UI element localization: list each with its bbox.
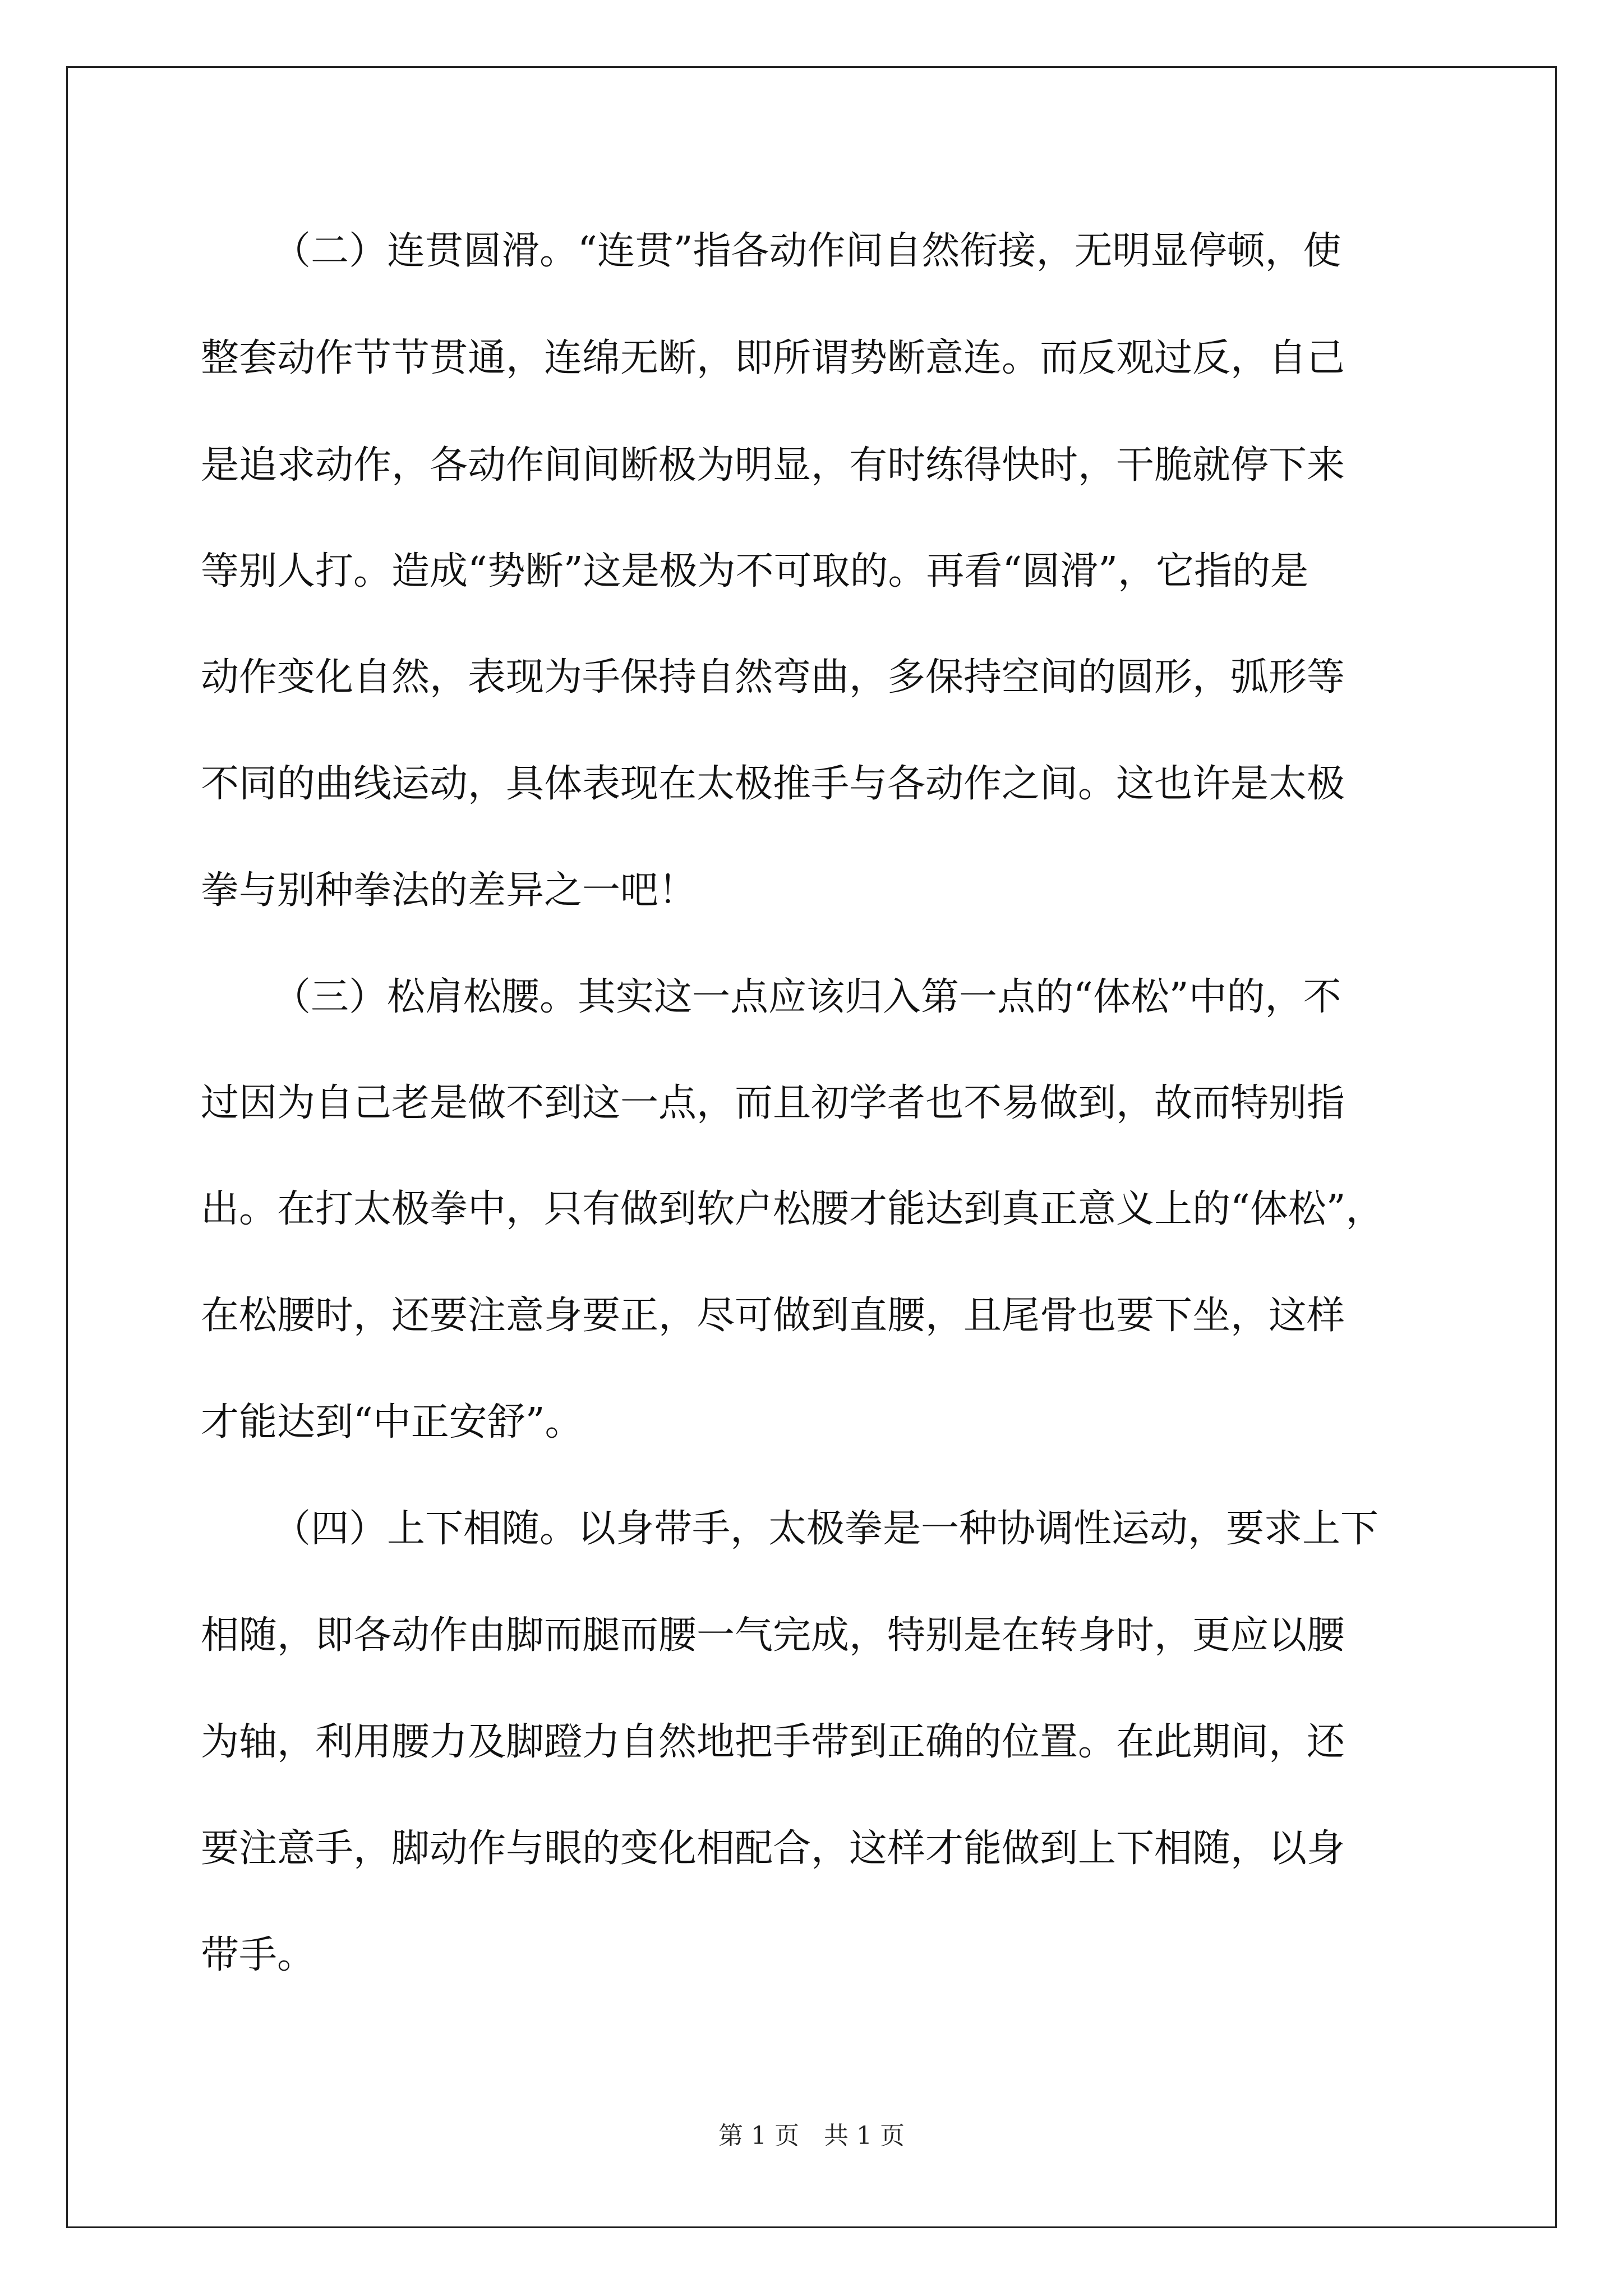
- paragraph-2-line-7: 拳与别种拳法的差异之一吧！: [201, 868, 697, 913]
- paragraph-2-line-6: 不同的曲线运动，具体表现在太极推手与各动作之间。这也许是太极: [201, 762, 1345, 806]
- paragraph-2-line-3: 是追求动作，各动作间间断极为明显，有时练得快时，干脆就停下来: [201, 443, 1345, 487]
- paragraph-3-line-3: 出。在打太极拳中，只有做到软户松腰才能达到真正意义上的“体松”，: [201, 1187, 1384, 1231]
- paragraph-3-line-2: 过因为自己老是做不到这一点，而且初学者也不易做到，故而特别指: [201, 1081, 1345, 1125]
- paragraph-4-line-2: 相随，即各动作由脚而腿而腰一气完成，特别是在转身时，更应以腰: [201, 1613, 1345, 1658]
- paragraph-3-line-5: 才能达到“中正安舒”。: [201, 1400, 583, 1444]
- paragraph-4-line-1: （四）上下相随。以身带手，太极拳是一种协调性运动，要求上下: [273, 1507, 1379, 1551]
- paragraph-2-line-2: 整套动作节节贯通，连绵无断，即所谓势断意连。而反观过反，自己: [201, 336, 1345, 380]
- page-number-footer: 第 1 页 共 1 页: [718, 2122, 905, 2150]
- paragraph-4-line-3: 为轴，利用腰力及脚蹬力自然地把手带到正确的位置。在此期间，还: [201, 1720, 1345, 1764]
- paragraph-2-line-1: （二）连贯圆滑。“连贯”指各动作间自然衔接，无明显停顿，使: [273, 229, 1341, 273]
- paragraph-2-line-4: 等别人打。造成“势断”这是极为不可取的。再看“圆滑”，它指的是: [201, 549, 1309, 593]
- paragraph-4-line-5: 带手。: [201, 1933, 316, 1977]
- paragraph-2-line-5: 动作变化自然，表现为手保持自然弯曲，多保持空间的圆形，弧形等: [201, 655, 1345, 700]
- paragraph-3-line-4: 在松腰时，还要注意身要正，尽可做到直腰，且尾骨也要下坐，这样: [201, 1294, 1345, 1338]
- page-border: [66, 66, 1557, 2228]
- paragraph-3-line-1: （三）松肩松腰。其实这一点应该归入第一点的“体松”中的，不: [273, 975, 1341, 1019]
- paragraph-4-line-4: 要注意手，脚动作与眼的变化相配合，这样才能做到上下相随，以身: [201, 1826, 1345, 1871]
